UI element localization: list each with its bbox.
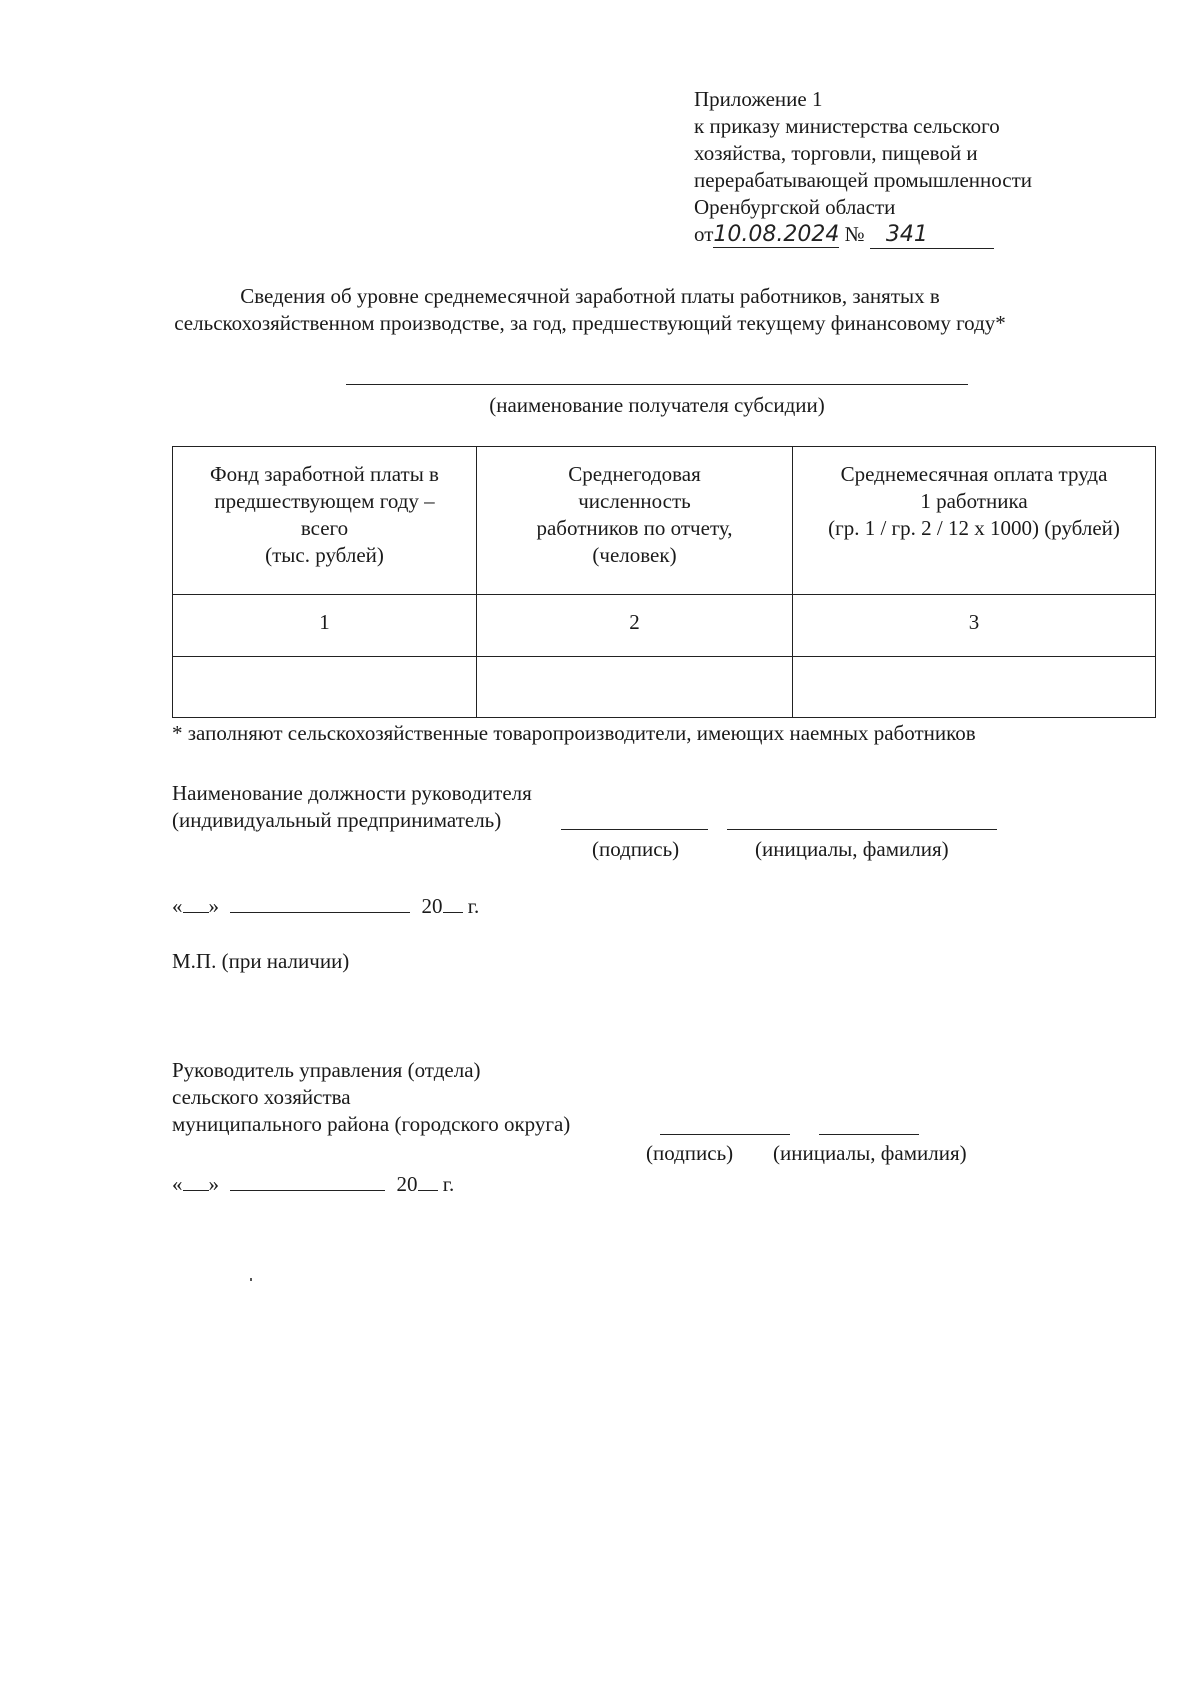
header-text: предшествующем году –	[214, 489, 435, 513]
appendix-header	[694, 86, 1032, 248]
handwritten-date: 10.08.2024	[713, 222, 840, 247]
head-entrepreneur-label: (индивидуальный предприниматель)	[172, 808, 502, 832]
year-prefix: 20	[396, 1172, 418, 1196]
dept-head-label: Руководитель управления (отдела)	[172, 1058, 481, 1082]
head-position-label: Наименование должности руководителя	[172, 781, 532, 805]
header-text: 1 работника	[920, 489, 1028, 513]
appendix-line: хозяйства, торговли, пищевой и	[694, 141, 978, 165]
head-name-caption: (инициалы, фамилия)	[755, 837, 949, 861]
table-header-row	[173, 447, 1156, 595]
date-close-quote: »	[208, 894, 219, 918]
value-cell-monthly-pay[interactable]	[793, 657, 1156, 718]
stamp-label: М.П. (при наличии)	[172, 949, 350, 973]
column-number: 3	[793, 595, 1156, 657]
year-suffix: г.	[467, 894, 480, 918]
header-text: Фонд заработной платы в	[210, 462, 439, 486]
head-signature-line[interactable]	[561, 829, 708, 830]
month-field[interactable]	[230, 1190, 385, 1191]
header-text: Среднемесячная оплата труда	[840, 462, 1108, 486]
date-open-quote: «	[172, 1172, 183, 1196]
header-text: численность	[578, 489, 691, 513]
month-field[interactable]	[230, 912, 410, 913]
day-field[interactable]	[183, 1190, 209, 1191]
dept-signature-caption: (подпись)	[646, 1141, 734, 1165]
appendix-line: Оренбургской области	[694, 195, 896, 219]
dept-district-label: муниципального района (городского округа)	[172, 1112, 571, 1136]
header-text: (тыс. рублей)	[265, 543, 384, 567]
footnote: * заполняют сельскохозяйственные товаропроизводители, имеющих наемных работников	[172, 721, 976, 745]
head-name-line[interactable]	[727, 829, 997, 830]
order-date-number-line	[694, 221, 1032, 248]
value-cell-headcount[interactable]	[477, 657, 793, 718]
number-label: №	[844, 222, 865, 246]
head-signature-caption: (подпись)	[592, 837, 680, 861]
document-title: Сведения об уровне среднемесячной заработной платы работников, занятых в сельскохозяйственном производстве, за год, предшествующий текущему финансовому году*	[174, 284, 1006, 335]
date-open-quote: «	[172, 894, 183, 918]
column-number: 2	[477, 595, 793, 657]
date-close-quote: »	[208, 1172, 219, 1196]
table-data-row	[173, 657, 1156, 718]
date-prefix: от	[694, 222, 714, 246]
date-line	[172, 1171, 454, 1198]
header-text: Среднегодовая	[568, 462, 701, 486]
appendix-line: к приказу министерства сельского	[694, 114, 1000, 138]
appendix-line: перерабатывающей промышленности	[694, 168, 1033, 192]
header-text: работников по отчету,	[536, 516, 733, 540]
column-number: 1	[173, 595, 477, 657]
recipient-caption: (наименование получателя субсидии)	[489, 393, 825, 417]
scan-speck	[250, 1278, 252, 1281]
dept-agriculture-label: сельского хозяйства	[172, 1085, 351, 1109]
recipient-name-line	[346, 384, 968, 385]
value-cell-fund[interactable]	[173, 657, 477, 718]
header-text: (человек)	[592, 543, 677, 567]
dept-signature-line[interactable]	[660, 1134, 790, 1135]
year-field[interactable]	[443, 912, 463, 913]
date-line	[172, 893, 479, 920]
day-field[interactable]	[183, 912, 209, 913]
year-prefix: 20	[421, 894, 443, 918]
header-cell-monthly-pay	[793, 447, 1156, 595]
header-text: всего	[300, 516, 349, 540]
appendix-line: Приложение 1	[694, 87, 823, 111]
year-field[interactable]	[418, 1190, 438, 1191]
header-cell-fund	[173, 447, 477, 595]
header-text: (гр. 1 / гр. 2 / 12 х 1000) (рублей)	[828, 516, 1120, 540]
year-suffix: г.	[442, 1172, 455, 1196]
order-number-field	[870, 221, 994, 249]
table-column-number-row	[173, 595, 1156, 657]
dept-name-caption: (инициалы, фамилия)	[773, 1141, 967, 1165]
salary-table	[172, 446, 1156, 718]
header-cell-headcount	[477, 447, 793, 595]
handwritten-number: 341	[885, 222, 928, 247]
dept-name-line[interactable]	[819, 1134, 919, 1135]
